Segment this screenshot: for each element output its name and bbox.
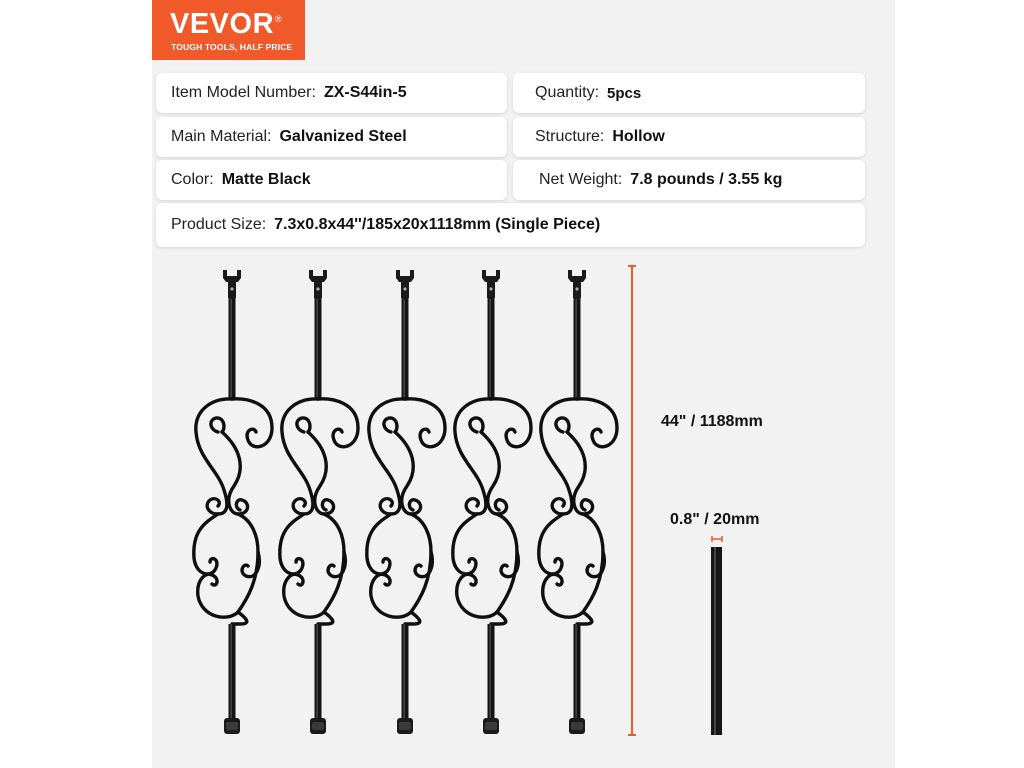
baluster-4	[453, 270, 531, 734]
baluster-3	[367, 270, 445, 734]
width-dimension-line	[712, 536, 722, 542]
spec-label: Net Weight:	[539, 171, 623, 188]
spec-label: Main Material:	[171, 128, 272, 145]
baluster-1	[194, 270, 272, 734]
spec-value: Galvanized Steel	[279, 128, 407, 145]
height-dimension-label: 44" / 1188mm	[661, 413, 763, 430]
baluster-5	[539, 270, 617, 734]
spec-value: 7.3x0.8x44''/185x20x1118mm (Single Piece)	[274, 216, 601, 233]
registered-mark: ®	[275, 14, 283, 25]
width-dimension-label: 0.8" / 20mm	[670, 511, 760, 528]
spec-label: Quantity:	[535, 84, 600, 101]
spec-label: Color:	[171, 171, 214, 188]
baluster-2	[280, 270, 358, 734]
brand-name: VEVOR	[170, 8, 275, 40]
spec-value: 7.8 pounds / 3.55 kg	[630, 171, 783, 188]
spec-value: Hollow	[612, 128, 665, 145]
spec-value: 5pcs	[607, 84, 642, 102]
spec-label: Structure:	[535, 128, 605, 145]
bar-profile	[711, 547, 722, 735]
brand-tagline: TOUGH TOOLS, HALF PRICE	[171, 42, 293, 52]
spec-value: ZX-S44in-5	[323, 84, 407, 101]
bar-highlight	[714, 547, 716, 735]
spec-label: Product Size:	[171, 216, 267, 233]
height-dimension-line	[628, 266, 636, 735]
spec-value: Matte Black	[221, 171, 311, 188]
spec-label: Item Model Number:	[171, 84, 316, 101]
